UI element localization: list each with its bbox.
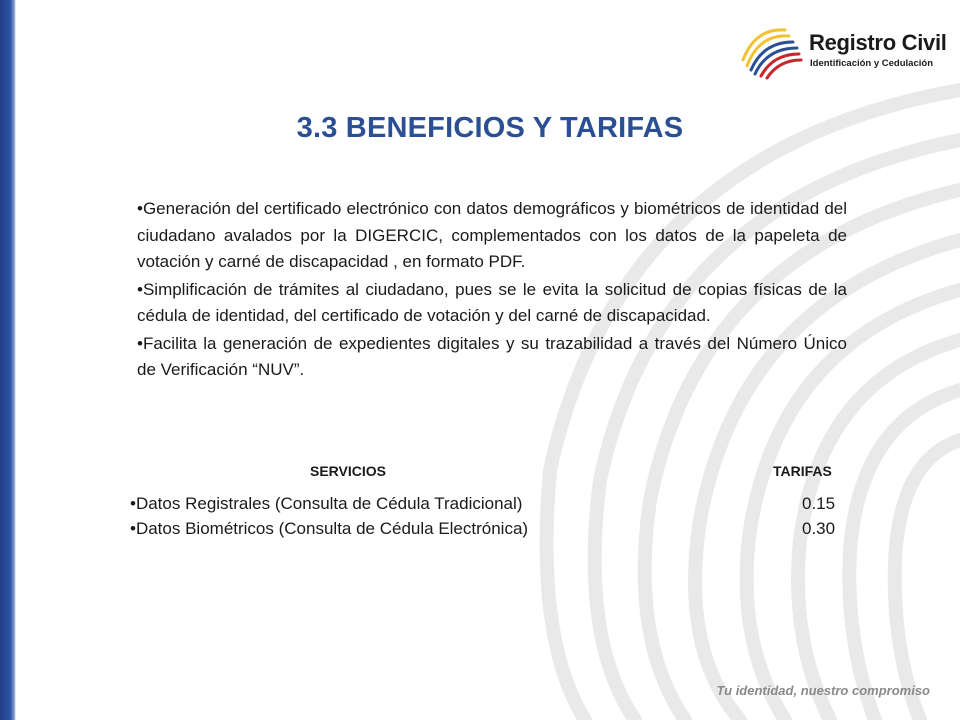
benefit-item: •Simplificación de trámites al ciudadano, pues se le evita la solicitud de copias físicas de la cédula de identidad, del certificado de votación y del carné de discapacidad. [137,279,847,325]
service-rate: 0.15 [802,494,836,513]
service-name: •Datos Biométricos (Consulta de Cédula Electrónica) [130,519,529,538]
benefit-item: •Facilita la generación de expedientes digitales y su trazabilidad a través del Número Único de Verificación “NUV”. [137,333,847,379]
logo-title: Registro Civil [809,30,947,55]
colorful-fingerprint-logo-icon [735,20,805,80]
service-name: •Datos Registrales (Consulta de Cédula Tradicional) [130,494,523,513]
footer-slogan: Tu identidad, nuestro compromiso [716,683,930,698]
left-accent-bar [0,0,16,720]
page-title: 3.3 BENEFICIOS Y TARIFAS [296,112,684,144]
logo-subtitle: Identificación y Cedulación [810,58,933,69]
service-rate: 0.30 [802,519,836,538]
rates-column-header: TARIFAS [773,463,832,479]
registro-civil-logo [735,20,947,80]
benefits-list [137,196,847,385]
benefit-item: •Generación del certificado electrónico con datos demográficos y biométricos de identidad del ciudadano avalados por la DIGERCIC, complementados con los datos de la papeleta de votación y carné de discapacidad , en formato PDF. [137,199,847,271]
services-column-header: SERVICIOS [310,463,386,479]
